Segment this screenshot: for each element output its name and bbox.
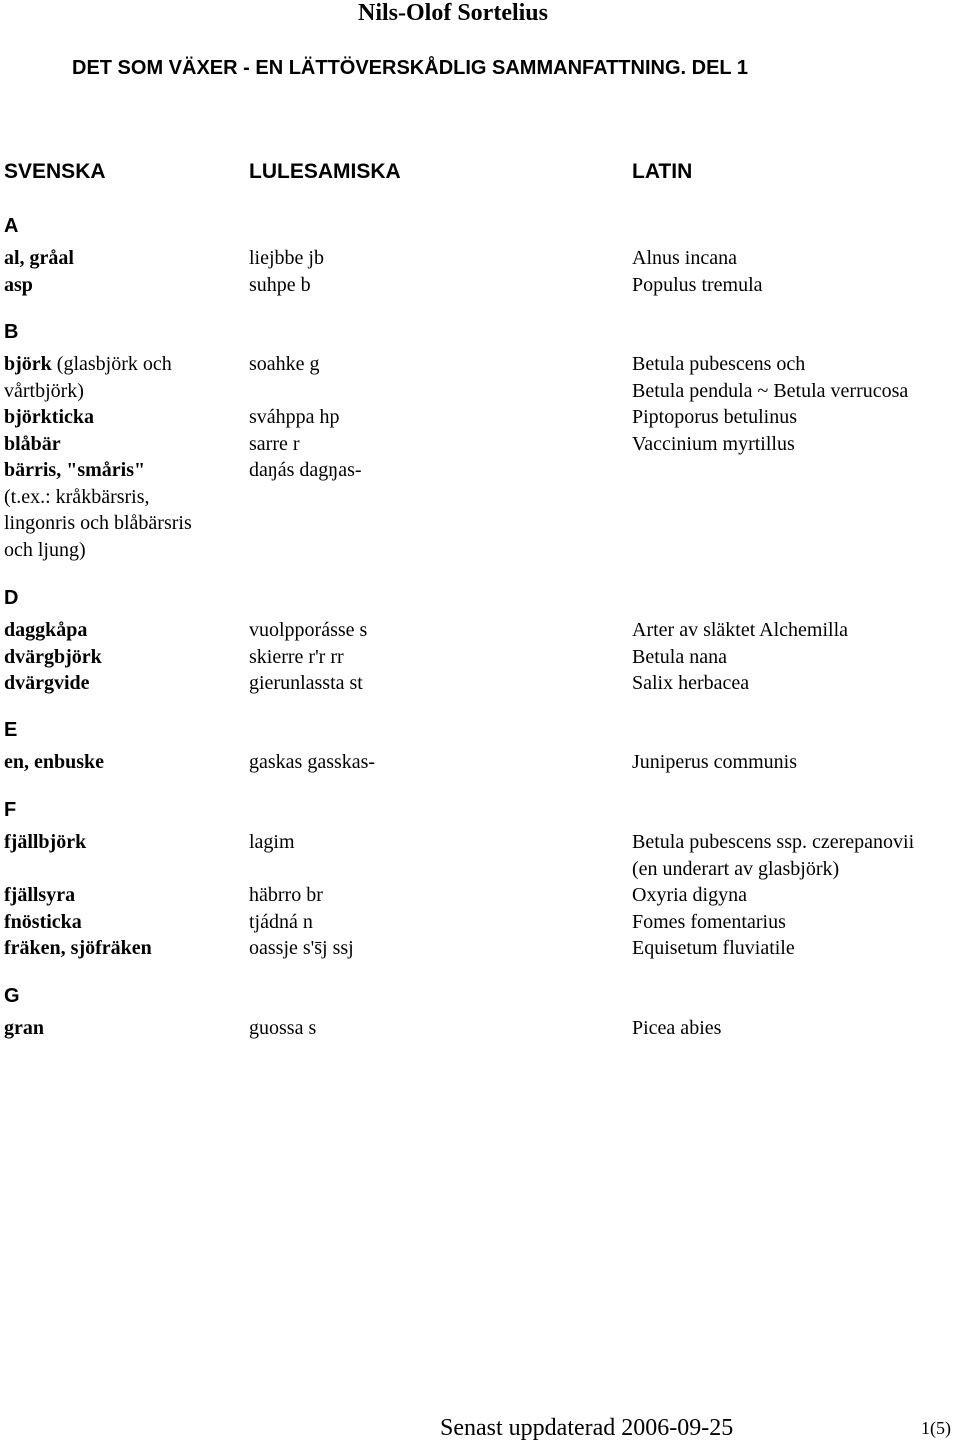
swedish-term [4,749,104,776]
swedish-term [4,351,172,378]
swedish-term-main: björk [4,353,52,375]
swedish-term [4,484,150,511]
swedish-term [4,909,82,936]
latin-name: Picea abies [632,1017,722,1039]
column-header-lulesamiska: LULESAMISKA [249,160,401,183]
lule-sami-term: vuolpporásse s [249,619,368,641]
lule-sami-term: daŋás dagŋas- [249,459,362,481]
document-author: Nils-Olof Sortelius [358,0,548,26]
swedish-term-note: (glasbjörk och [51,353,172,375]
latin-name: Betula pendula ~ Betula verrucosa [632,379,909,402]
page-number: 1(5) [921,1418,951,1438]
swedish-term-main: gran [4,1017,44,1039]
last-updated: Senast uppdaterad 2006-09-25 [440,1415,734,1441]
swedish-term [4,404,94,431]
lule-sami-term: liejbbe jb [249,247,324,269]
section-letter: D [4,587,19,609]
lule-sami-term: suhpe b [249,273,311,296]
swedish-term-main: asp [4,273,33,296]
latin-name: (en underart av glasbjörk) [632,857,840,880]
lule-sami-term: soahke g [249,353,320,375]
lule-sami-term: gierunlassta st [249,672,363,694]
swedish-term-main: en, enbuske [4,751,105,773]
swedish-term-note: vårtbjörk) [4,379,84,402]
swedish-term [4,272,33,299]
latin-name: Alnus incana [632,247,737,269]
latin-name: Vaccinium myrtillus [632,432,795,455]
swedish-term-main: fnösticka [4,910,82,933]
column-header-latin: LATIN [632,160,693,183]
latin-name: Fomes fomentarius [632,910,786,933]
lule-sami-term: oassje s's̄j ssj [249,937,354,959]
section-letter: E [4,719,18,741]
swedish-term [4,510,192,537]
swedish-term [4,829,86,856]
swedish-term-main: fräken, sjöfräken [4,937,152,959]
section-letter: F [4,799,17,821]
lule-sami-term: guossa s [249,1017,317,1039]
swedish-term-note: (t.ex.: kråkbärsris, [4,485,150,508]
lule-sami-term: tjádná n [249,910,313,933]
swedish-term-main: fjällsyra [4,884,76,906]
swedish-term [4,457,145,484]
swedish-term-main: dvärgvide [4,672,90,694]
lule-sami-term: lagim [249,831,295,853]
swedish-term-main: al, gråal [4,247,74,269]
section-letter: B [4,321,19,343]
swedish-term [4,617,87,644]
swedish-term [4,378,84,405]
lule-sami-term: skierre r'r rr [249,645,344,668]
latin-name: Populus tremula [632,273,763,296]
latin-name: Betula pubescens och [632,353,806,375]
swedish-term-note: och ljung) [4,538,86,561]
swedish-term-main: fjällbjörk [4,831,87,853]
swedish-term-main: dvärgbjörk [4,645,102,668]
column-header-svenska: SVENSKA [4,160,106,183]
swedish-term [4,537,86,564]
swedish-term-main: blåbär [4,432,61,455]
swedish-term [4,644,102,671]
lule-sami-term: sváhppa hp [249,406,340,428]
lule-sami-term: häbrro br [249,884,323,906]
swedish-term [4,245,74,272]
swedish-term [4,935,152,962]
latin-name: Betula nana [632,645,727,668]
swedish-term-note: lingonris och blåbärsris [4,512,192,534]
latin-name: Juniperus communis [632,751,797,773]
section-letter: A [4,215,19,237]
latin-name: Piptoporus betulinus [632,406,798,428]
latin-name: Equisetum fluviatile [632,937,795,959]
swedish-term [4,882,75,909]
swedish-term [4,1015,44,1042]
swedish-term-main: björkticka [4,406,94,428]
latin-name: Salix herbacea [632,672,750,694]
section-letter: G [4,985,20,1007]
swedish-term [4,431,61,458]
latin-name: Betula pubescens ssp. czerepanovii [632,831,915,853]
swedish-term [4,670,90,697]
lule-sami-term: sarre r [249,432,300,455]
latin-name: Arter av släktet Alchemilla [632,619,849,641]
lule-sami-term: gaskas gasskas- [249,751,376,773]
latin-name: Oxyria digyna [632,884,747,906]
swedish-term-main: bärris, "småris" [4,459,146,481]
document-title: DET SOM VÄXER - EN LÄTTÖVERSKÅDLIG SAMMANFATTNING. DEL 1 [72,57,748,79]
swedish-term-main: daggkåpa [4,619,88,641]
